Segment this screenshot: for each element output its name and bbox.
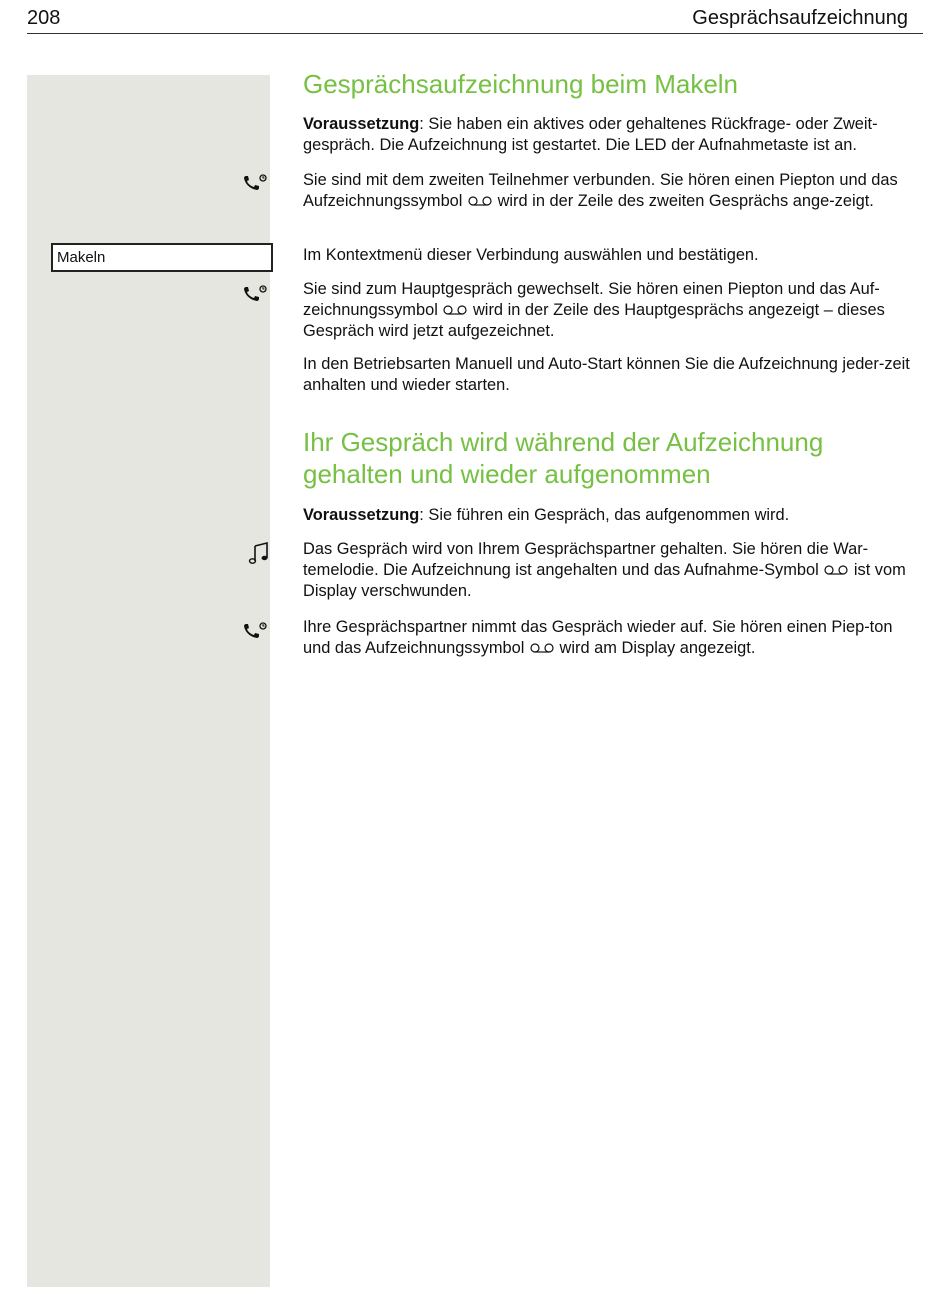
paragraph-second-party: [303, 170, 923, 212]
paragraph-text: wird in der Zeile des Hauptgesprächs angezeigt – dieses Gespräch wird jetzt aufgezeichnet.: [303, 301, 885, 340]
paragraph-text: wird am Display angezeigt.: [559, 639, 756, 657]
paragraph-text: Sie sind mit dem zweiten Teilnehmer verbunden. Sie hören einen Piepton und das Aufzeichnungssymbol: [303, 171, 898, 210]
recording-symbol-icon: [823, 564, 849, 576]
recording-symbol-icon: [467, 195, 493, 207]
paragraph-text: Sie sind zum Hauptgespräch gewechselt. Sie hören einen Piepton und das Auf-zeichnungssymbol: [303, 280, 880, 319]
paragraph-text: ist vom Display verschwunden.: [303, 561, 906, 600]
precondition-label: Voraussetzung: [303, 115, 420, 133]
page-number: 208: [27, 7, 61, 29]
precondition-label: Voraussetzung: [303, 506, 420, 524]
paragraph-call-resumed: [303, 617, 923, 659]
recording-symbol-icon: [442, 304, 468, 316]
header-divider: [27, 33, 923, 34]
precondition-text: : Sie haben ein aktives oder gehaltenes Rückfrage- oder Zweit-gespräch. Die Aufzeichnung ist gestartet. Die LED der Aufnahmetaste ist an.: [303, 115, 878, 154]
precondition-text: : Sie führen ein Gespräch, das aufgenommen wird.: [419, 506, 790, 524]
paragraph-main-call: [303, 279, 923, 342]
menu-entry-makeln[interactable]: Makeln: [51, 243, 273, 272]
recording-symbol-icon: [529, 642, 555, 654]
paragraph-modes: In den Betriebsarten Manuell und Auto-Start können Sie die Aufzeichnung jeder-zeit anhalten und wieder starten.: [303, 355, 910, 394]
music-note-icon: [246, 540, 272, 566]
section-heading-hold: Ihr Gespräch wird während der Aufzeichnung gehalten und wieder aufgenommen: [303, 427, 824, 489]
chapter-title: Gesprächsaufzeichnung: [692, 7, 908, 29]
paragraph-text: Ihre Gesprächspartner nimmt das Gespräch wieder auf. Sie hören einen Piep-ton und das Aufzeichnungssymbol: [303, 618, 893, 657]
paragraph-precondition-2: [303, 505, 923, 526]
paragraph-context-menu: Im Kontextmenü dieser Verbindung auswählen und bestätigen.: [303, 246, 759, 264]
paragraph-text: Das Gespräch wird von Ihrem Gesprächspartner gehalten. Sie hören die War-temelodie. Die Aufzeichnung ist angehalten und das Aufnahme-Symbol: [303, 540, 869, 579]
paragraph-precondition: [303, 114, 923, 156]
handset-icon: [242, 620, 268, 640]
handset-icon: [242, 172, 268, 192]
paragraph-call-held: [303, 539, 923, 602]
paragraph-text: wird in der Zeile des zweiten Gesprächs ange-zeigt.: [497, 192, 874, 210]
section-heading-makeln: Gesprächsaufzeichnung beim Makeln: [303, 69, 739, 99]
handset-icon: [242, 283, 268, 303]
